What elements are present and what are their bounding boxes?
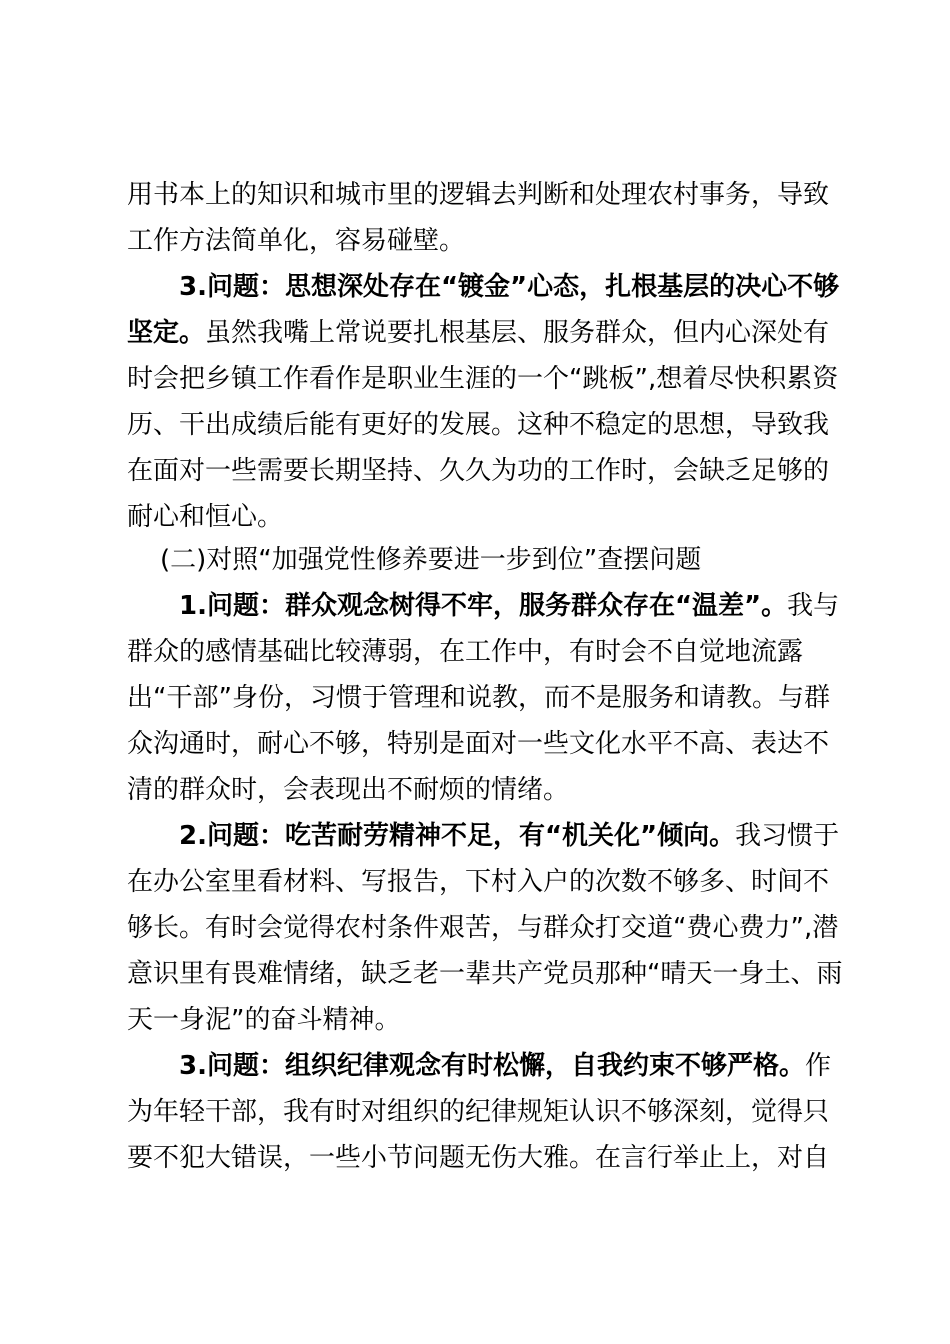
issue-heading-1: 1.问题：群众观念树得不牢，服务群众存在“温差”。我与 [179, 591, 840, 621]
body-text-line: 耐心和恒心。 [127, 502, 284, 532]
body-text-line: 群众的感情基础比较薄弱，在工作中，有时会不自觉地流露 [127, 637, 804, 667]
body-text-line: 出“干部”身份，习惯于管理和说教，而不是服务和请教。与群 [127, 683, 830, 713]
body-text-line: 用书本上的知识和城市里的逻辑去判断和处理农村事务，导致 [127, 180, 830, 210]
issue-heading-bold: 2.问题：吃苦耐劳精神不足，有“机关化”倾向。 [179, 821, 736, 851]
issue-heading-3 [179, 264, 840, 310]
issue-heading-bold: 3.问题：思想深处存在“镀金”心态，扎根基层的决心不够 [179, 272, 840, 302]
issue-heading-3b: 3.问题：组织纪律观念有时松懈，自我约束不够严格。作 [179, 1051, 831, 1081]
body-text-line: 工作方法简单化，容易碰壁。 [127, 226, 466, 256]
issue-heading-2: 2.问题：吃苦耐劳精神不足，有“机关化”倾向。我习惯于 [179, 821, 840, 851]
body-text-line: 清的群众时，会表现出不耐烦的情绪。 [127, 775, 570, 805]
body-text-line: 意识里有畏难情绪，缺乏老一辈共产党员那种“晴天一身土、雨 [127, 959, 843, 989]
body-text-line: 历、干出成绩后能有更好的发展。这种不稳定的思想，导致我 [127, 410, 830, 440]
body-text-line: 坚定。虽然我嘴上常说要扎根基层、服务群众，但内心深处有 [127, 318, 830, 348]
body-text-line: 天一身泥”的奋斗精神。 [127, 1005, 401, 1035]
issue-heading-bold: 坚定。 [127, 318, 206, 348]
body-text-line: 要不犯大错误，一些小节问题无伤大雅。在言行举止上，对自 [127, 1143, 830, 1173]
body-text-line: 为年轻干部，我有时对组织的纪律规矩认识不够深刻，觉得只 [127, 1097, 830, 1127]
body-text-line: 时会把乡镇工作看作是职业生涯的一个“跳板”,想着尽快积累资 [127, 364, 839, 394]
body-text-line: 在办公室里看材料、写报告，下村入户的次数不够多、时间不 [127, 867, 830, 897]
section-heading: (二)对照“加强党性修养要进一步到位”查摆问题 [160, 545, 702, 575]
body-text-line: 众沟通时，耐心不够，特别是面对一些文化水平不高、表达不 [127, 729, 830, 759]
body-text-line: 够长。有时会觉得农村条件艰苦，与群众打交道“费心费力”,潜 [127, 913, 839, 943]
issue-heading-bold: 1.问题：群众观念树得不牢，服务群众存在“温差”。 [179, 591, 788, 621]
body-text-line: 在面对一些需要长期坚持、久久为功的工作时，会缺乏足够的 [127, 456, 830, 486]
issue-heading-bold: 3.问题：组织纪律观念有时松懈，自我约束不够严格。 [179, 1051, 805, 1081]
